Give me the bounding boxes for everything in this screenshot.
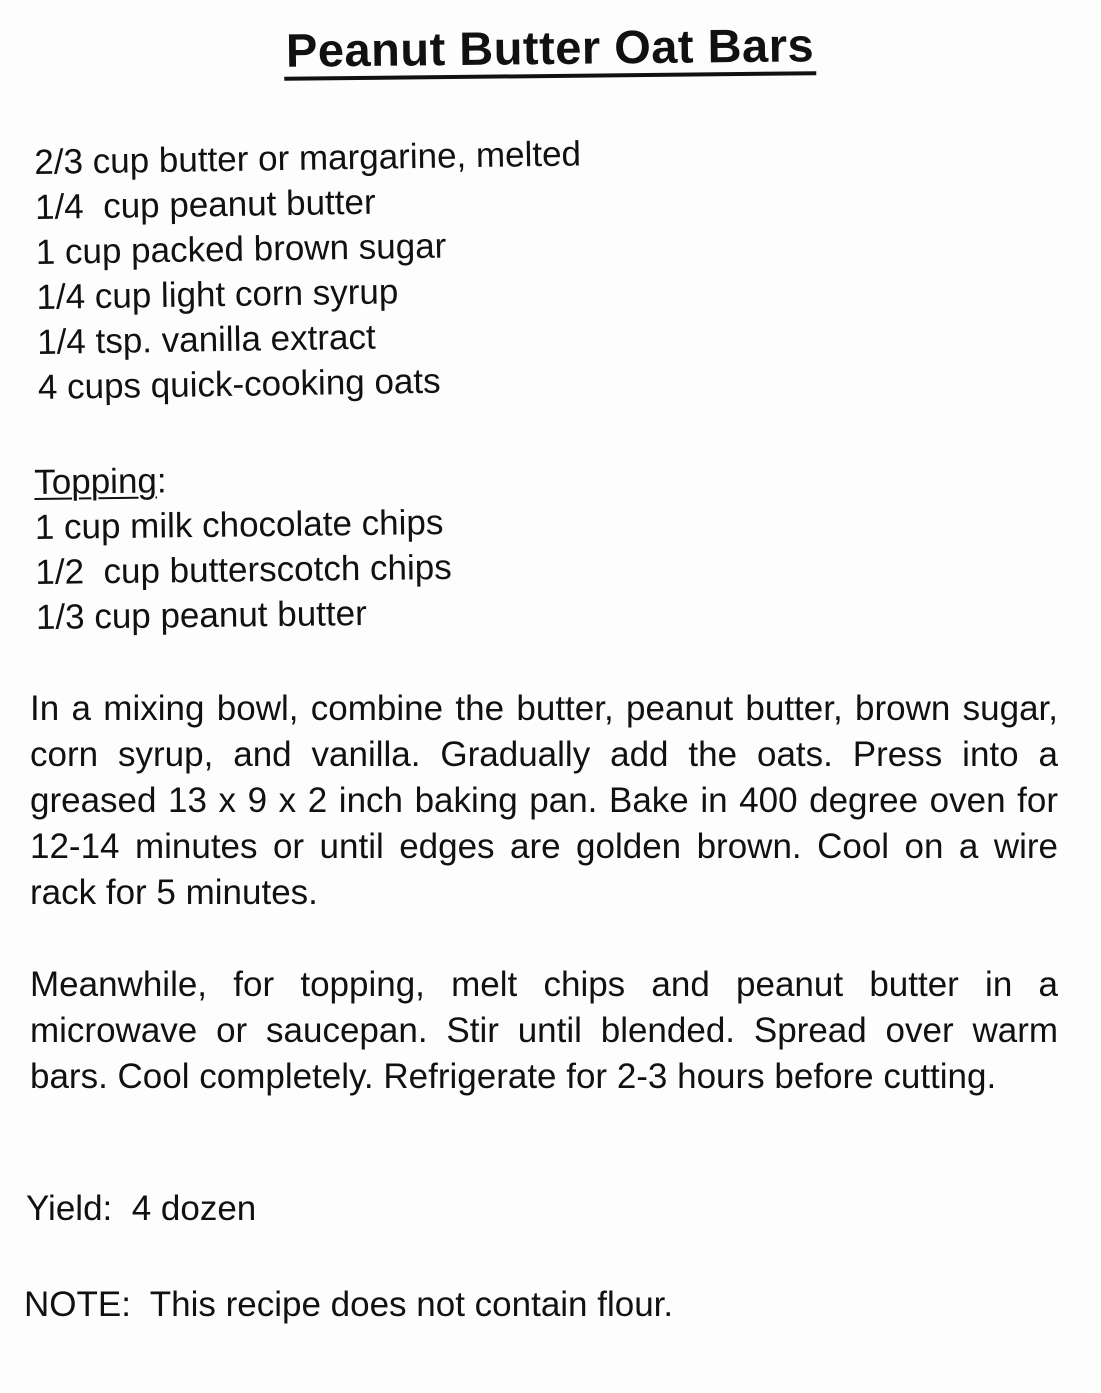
- recipe-title: [0, 18, 1101, 78]
- topping-list: [35, 500, 453, 640]
- topping-section: [34, 455, 453, 640]
- ingredients-section: [34, 131, 585, 410]
- ingredient-item: 1/4 cup light corn syrup: [36, 272, 399, 317]
- topping-heading: [34, 455, 451, 505]
- recipe-note: NOTE: This recipe does not contain flour.: [24, 1285, 674, 1324]
- instructions-paragraph: In a mixing bowl, combine the butter, peanut butter, brown sugar, corn syrup, and vanilla. Gradually add the oats. Press into a greased 13 x 9 x 2 inch baking pan. Bake in 400 degree oven for 12-14 minutes or until edges are golden brown. Cool on a wire rack for 5 minutes.: [30, 689, 1058, 912]
- ingredient-item: 1/4 tsp. vanilla extract: [36, 317, 376, 362]
- ingredient-item: 1/4 cup peanut butter: [34, 182, 376, 227]
- topping-item: 1/3 cup peanut butter: [35, 593, 367, 637]
- topping-item: 1 cup milk chocolate chips: [34, 503, 444, 547]
- recipe-yield: Yield: 4 dozen: [26, 1189, 257, 1228]
- topping-heading-colon: :: [156, 461, 167, 501]
- topping-heading-label: Topping: [34, 461, 158, 502]
- ingredients-list: [34, 131, 585, 410]
- ingredient-item: 1 cup packed brown sugar: [35, 226, 447, 272]
- ingredient-item: 2/3 cup butter or margarine, melted: [34, 134, 582, 182]
- ingredient-item: 4 cups quick-cooking oats: [37, 361, 441, 407]
- topping-item: 1/2 cup butterscotch chips: [35, 547, 452, 592]
- recipe-title-text: Peanut Butter Oat Bars: [284, 19, 817, 81]
- instructions-paragraph: Meanwhile, for topping, melt chips and peanut butter in a microwave or saucepan. Stir until blended. Spread over warm bars. Cool completely. Refrigerate for 2-3 hours before cutting.: [30, 965, 1058, 1096]
